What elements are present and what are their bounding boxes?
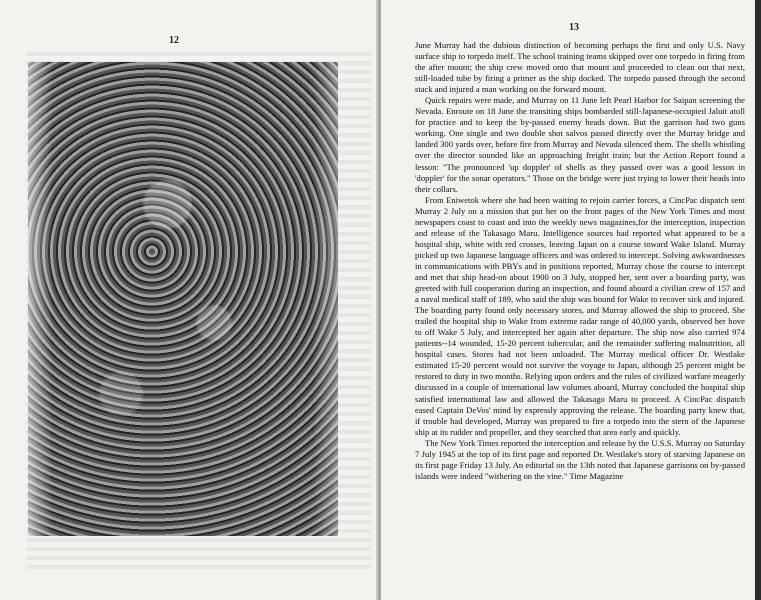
left-page [0, 0, 378, 600]
paragraph: The New York Times reported the interception and release by the U.S.S. Murray on Saturday 7 July 1945 at the top of its first page and reported Dr. Westlake's story of starving Japanese on its first page Friday 13 July. An editorial on the 13th noted that Japanese garrisons on by-passed islands were indeed "withering on the vine." Time Magazine [415, 437, 745, 481]
page-number-right: 13 [569, 22, 579, 33]
scan-edge [755, 0, 761, 600]
paragraph: From Eniwetok where she had been waiting to rejoin carrier forces, a CincPac dispatch sent Murray 2 July on a mission that put her on the front pages of the New York Times and most newspapers coast to coast and into the weekly news magazines,for the interception, inspection and release of the Takasago Maru. Intelligence sources had reported what appeared to be a hospital ship, white with red crosses, leaving Japan on a course toward Wake Island. Murray picked up two Japanese language officers and was ordered to intercept. Solving awkwardnesses in communications with PBYs and in positions reported, Murray chose the course to intercept and met that ship head-on about 1900 on 3 July, stopped her, sent over a boarding party, was greeted with full cooperation during an inspection, and found aboard a civilian crew of 157 and a naval medical staff of 189, who said the ship was bound for Wake to recover sick and injured. The boarding party found only necessary stores, and Murray allowed the ship to proceed. She trailed the hospital ship to Wake from extreme radar range of 40,000 yards, observed her hove to off Wake 5 July, and intercepted her again after departure. The ship now also carried 974 patients--14 wounded, 15-20 percent tubercular, and the remainder suffering malnutrition, all hospital cases. Stores had not been unloaded. The Murray medical officer Dr. Westlake estimated 15-20 percent would not survive the voyage to Japan, although 25 percent might be restored to duty in two months. Relying upon orders and the rules of civilized warfare meagerly discussed in a couple of international law volumes aboard, Murray concluded the hospital ship satisfied international law and allowed the Takasago Maru to proceed. A CincPac dispatch eased Captain DeVos' mind by expressly approving the release. The boarding party knew that, if trouble had developed, Murray was prepared to fire a torpedo into the stern of the Japanese ship at its rudder and propeller, and they searched that area early and quickly. [415, 194, 745, 437]
crew-photograph-icon [28, 62, 338, 536]
paragraph: Quick repairs were made, and Murray on 11 June left Pearl Harbor for Saipan screening the Nevada. Enroute on 18 June the transiting ships bombarded still-Japanese-occupied Jaluit atoll for practice and to keep the by-passed enemy heads down. But the garrison had two guns working. One single and two double shot salvos passed directly over the Murray bridge and landed 300 yards over, before fire from Murray and Nevada silenced them. The shells whistling over the director sounded like an approaching freight train; but the Action Report found a lesson: "The pronounced 'up doppler' of shells as they passed over was a good lesson in 'doppler' for the sonar operators." Those on the bridge were just trying to lower their heads into their collars. [415, 95, 745, 194]
paragraph: June Murray had the dubious distinction of becoming perhaps the first and only U.S. Navy surface ship to torpedo itself. The school training teams skipped over one torpedo in firing from the after mount; the ship crew moved onto that mount and proceeded to clean out that next, still-loaded tube by firing a primer as the ship docked. The torpedo passed through the second stack and injured a man working on the forward mount. [415, 40, 745, 95]
photo-edge-fade [28, 62, 338, 536]
body-text [415, 40, 745, 482]
page-number-left: 12 [169, 35, 179, 46]
right-page [381, 0, 755, 600]
